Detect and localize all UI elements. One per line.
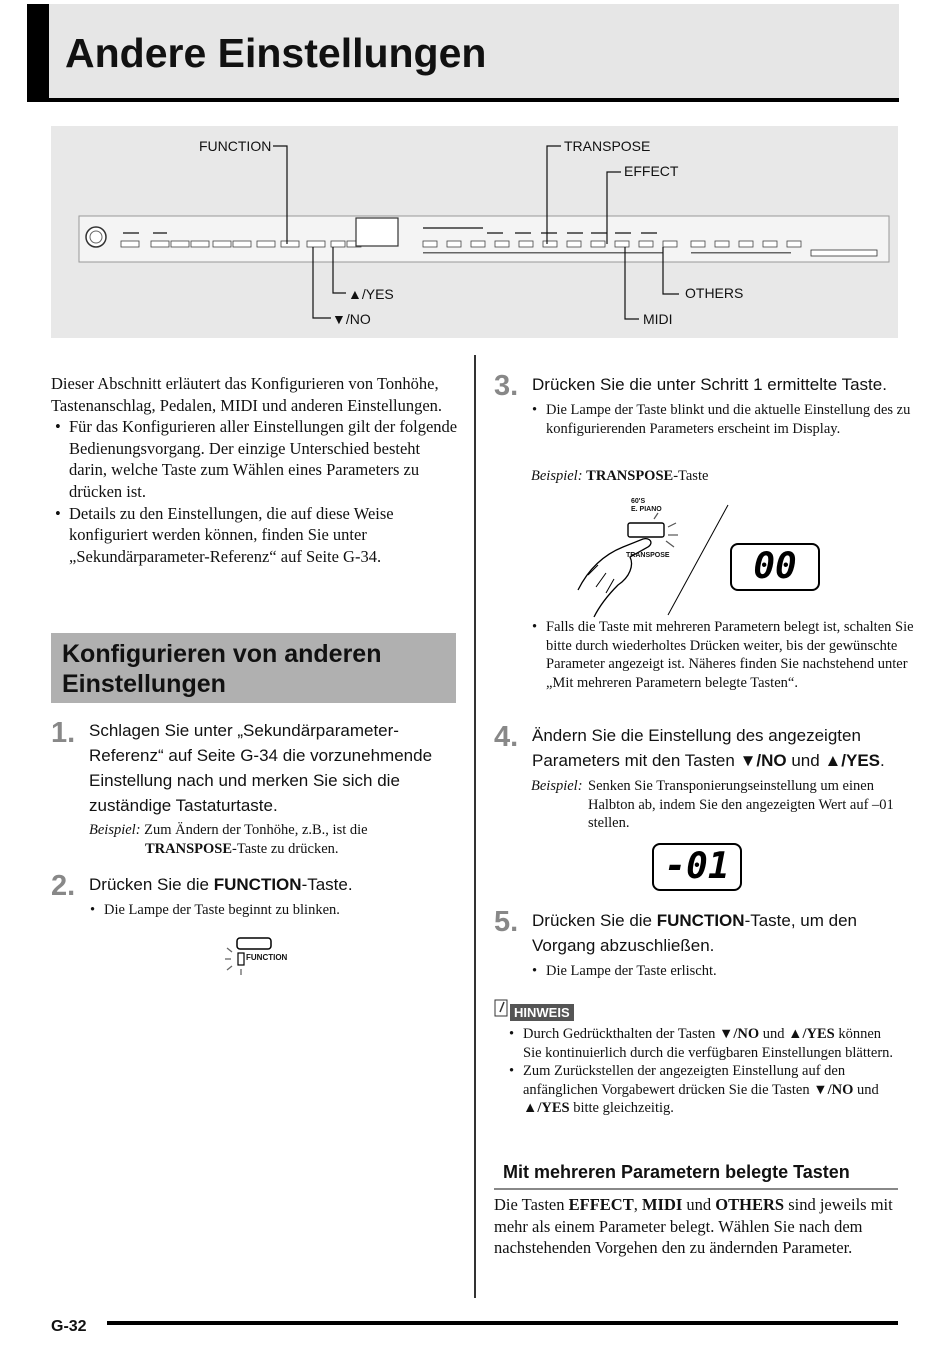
text: und bbox=[682, 1195, 716, 1214]
key-no: ▼/NO bbox=[813, 1081, 854, 1098]
step-5-key: FUNCTION bbox=[656, 911, 745, 930]
step-5-bullet: • Die Lampe der Taste erlischt. bbox=[528, 962, 914, 981]
step-4-example bbox=[531, 777, 901, 833]
example-label: Beispiel: bbox=[531, 468, 583, 484]
label-no: ▼/NO bbox=[332, 311, 371, 327]
example-post: -Taste zu drücken. bbox=[232, 840, 339, 857]
subsection-heading: Mit mehreren Parametern belegte Tasten bbox=[503, 1162, 850, 1182]
step-5-text bbox=[532, 908, 902, 958]
example-label: Beispiel: bbox=[531, 778, 583, 794]
button-caption-2: E. PIANO bbox=[631, 506, 662, 513]
text: Die Tasten bbox=[494, 1195, 569, 1214]
note-icon bbox=[494, 998, 510, 1020]
title-bar bbox=[27, 4, 899, 102]
hinweis-badge: HINWEIS bbox=[510, 1004, 574, 1021]
transpose-press-figure bbox=[568, 495, 738, 620]
subsection-rule bbox=[494, 1188, 898, 1190]
label-others: OTHERS bbox=[685, 285, 744, 301]
text: und bbox=[853, 1081, 879, 1098]
example-key: TRANSPOSE bbox=[145, 840, 233, 857]
page-number: G-32 bbox=[51, 1318, 87, 1335]
label-effect: EFFECT bbox=[624, 163, 679, 179]
step-3-bullet-2: • Falls die Taste mit mehreren Parametern belegt ist, schalten Sie bitte durch wiederholtes Drücken weiter, bis der gewünschte Parameter angezeigt ist. Näheres finden Sie nachstehend unter „Mit mehreren Parametern belegte Tasten“. bbox=[528, 618, 916, 692]
step-2-post: -Taste. bbox=[301, 875, 353, 894]
intro bbox=[51, 373, 459, 567]
step-2-bullet: • Die Lampe der Taste beginnt zu blinken. bbox=[86, 901, 474, 920]
key-effect: EFFECT bbox=[568, 1195, 634, 1214]
hinweis-bullet-1 bbox=[505, 1025, 900, 1062]
button-caption-1: 60'S bbox=[631, 498, 646, 505]
key-midi: MIDI bbox=[641, 1195, 683, 1214]
step-4-key-yes: ▲/YES bbox=[824, 751, 881, 770]
section-heading-box bbox=[51, 633, 456, 703]
step-4-mid: und bbox=[786, 751, 825, 770]
step-1-text: Schlagen Sie unter „Sekundärparameter-Referenz“ auf Seite G-34 die vorzunehmende Einstellung nach und merken Sie sich die zuständige Tastaturtaste. bbox=[89, 721, 433, 815]
step-1-number: 1. bbox=[51, 717, 76, 749]
function-button-label: FUNCTION bbox=[246, 953, 288, 962]
step-3-number: 3. bbox=[494, 370, 519, 402]
text: können Sie kontinuierlich durch die verfügbaren Einstellungen blättern. bbox=[523, 1026, 894, 1061]
footer-rule bbox=[107, 1321, 898, 1325]
label-function: FUNCTION bbox=[199, 138, 272, 154]
intro-bullet-1: • Für das Konfigurieren aller Einstellungen gilt der folgende Bedienungsvorgang. Der einzige Unterschied besteht darin, welche Taste zum Wählen eines Parameters zu drücken ist. bbox=[51, 416, 459, 502]
hinweis-notes bbox=[505, 1025, 900, 1118]
text: bitte gleichzeitig. bbox=[569, 1100, 674, 1116]
step-2-number: 2. bbox=[51, 870, 76, 902]
intro-bullet-2: • Details zu den Einstellungen, die auf diese Weise konfiguriert werden können, finden Sie unter „Sekundärparameter-Referenz“ auf Seite G-34. bbox=[51, 503, 459, 568]
step-5-post: -Taste, um den Vorgang abzuschließen. bbox=[532, 911, 858, 955]
example-text: Senken Sie Transponierungseinstellung um einen Halbton ab, indem Sie den angezeigten Wert auf –01 stellen. bbox=[588, 778, 894, 831]
hinweis-bullet-2 bbox=[505, 1062, 900, 1118]
text: sind jeweils mit mehr als einem Parameter belegt. Wählen Sie nach dem nachstehenden Vorgehen den zu ändernden Parameter. bbox=[494, 1195, 893, 1258]
label-yes: ▲/YES bbox=[348, 286, 394, 302]
text: und bbox=[759, 1026, 789, 1042]
step-3-bullet: • Die Lampe der Taste blinkt und die aktuelle Einstellung des zu konfigurierenden Parameters erscheint im Display. bbox=[528, 401, 914, 438]
keyboard-panel-drawing bbox=[51, 126, 898, 338]
step-2-key: FUNCTION bbox=[213, 875, 302, 894]
example-post: -Taste bbox=[673, 468, 709, 484]
label-transpose: TRANSPOSE bbox=[564, 138, 651, 154]
label-midi: MIDI bbox=[643, 311, 673, 327]
step-5-pre: Drücken Sie die bbox=[532, 911, 657, 930]
example-text: Zum Ändern der Tonhöhe, z.B., ist die bbox=[144, 822, 368, 838]
step-4-text bbox=[532, 723, 904, 773]
section-heading: Konfigurieren von anderen Einstellungen bbox=[62, 640, 382, 698]
step-4-pre: Ändern Sie die Einstellung des angezeigten Parameters mit den Tasten bbox=[532, 726, 861, 770]
step-2-text bbox=[89, 872, 461, 897]
step-2-pre: Drücken Sie die bbox=[89, 875, 214, 894]
text: Zum Zurückstellen der angezeigten Einstellung auf den anfänglichen Vorgabewert drücken Sie die Tasten bbox=[523, 1063, 846, 1098]
step-3-text: Drücken Sie die unter Schritt 1 ermittelte Taste. bbox=[532, 375, 887, 394]
step-1-example bbox=[89, 821, 461, 858]
key-yes: ▲/YES bbox=[788, 1026, 835, 1042]
step-4-number: 4. bbox=[494, 721, 519, 753]
step-4-post: . bbox=[880, 751, 885, 770]
key-yes: ▲/YES bbox=[523, 1100, 570, 1116]
key-others: OTHERS bbox=[715, 1195, 785, 1214]
text: Durch Gedrückthalten der Tasten bbox=[523, 1026, 720, 1042]
example-label: Beispiel: bbox=[89, 822, 141, 838]
page-title: Andere Einstellungen bbox=[65, 30, 487, 76]
title-accent bbox=[27, 4, 49, 102]
column-divider bbox=[474, 355, 476, 1298]
example-key: TRANSPOSE bbox=[586, 468, 674, 484]
step-4-key-no: ▼/NO bbox=[739, 751, 787, 770]
transpose-label: TRANSPOSE bbox=[626, 552, 670, 559]
pencil-note-icon bbox=[494, 998, 510, 1020]
intro-paragraph: Dieser Abschnitt erläutert das Konfigurieren von Tonhöhe, Tastenanschlag, Pedalen, MIDI und anderen Einstellungen. bbox=[51, 374, 443, 415]
step-5-number: 5. bbox=[494, 906, 519, 938]
text: , bbox=[633, 1195, 642, 1214]
display-minus-01: -01 bbox=[652, 843, 742, 891]
keyboard-panel-figure bbox=[51, 126, 898, 338]
step-3-example bbox=[531, 467, 891, 486]
subsection-paragraph bbox=[494, 1194, 899, 1259]
display-00: 00 bbox=[730, 543, 820, 591]
function-button-figure bbox=[222, 934, 288, 978]
key-no: ▼/NO bbox=[719, 1026, 760, 1042]
